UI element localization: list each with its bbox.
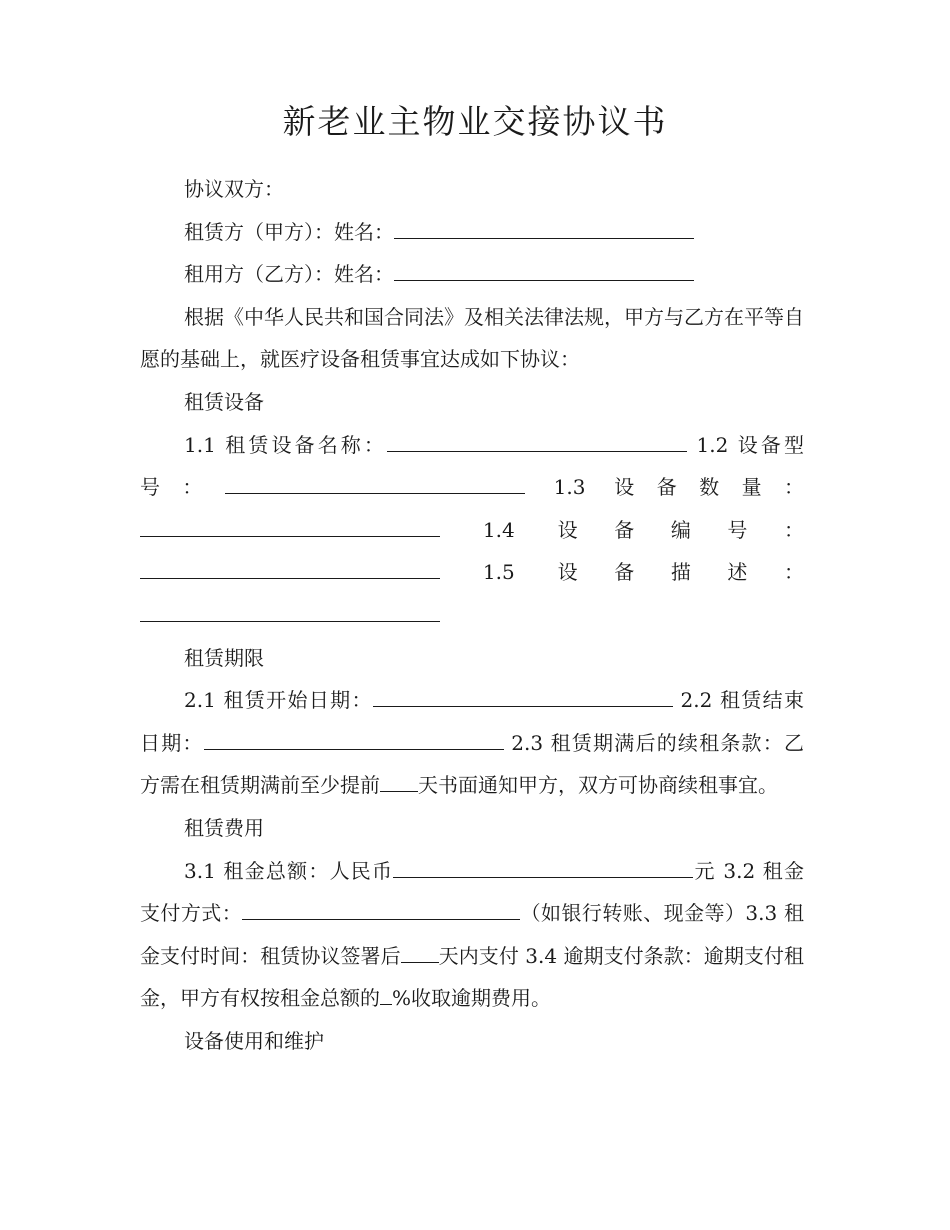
section3-paragraph	[140, 850, 804, 1020]
section2-paragraph	[140, 679, 804, 807]
section2-heading: 租赁期限	[184, 645, 264, 670]
start-date-blank[interactable]	[373, 684, 673, 707]
equipment-description-blank[interactable]	[140, 599, 440, 622]
document-body	[140, 168, 804, 1062]
equipment-serial-label: 1.4 设备编号：	[440, 517, 804, 542]
lessee-label: 租用方（乙方）：姓名：	[184, 262, 394, 287]
equipment-serial-blank[interactable]	[140, 556, 440, 579]
renewal-clause-text-end: 天书面通知甲方，双方可协商续租事宜。	[418, 773, 778, 798]
payment-method-blank[interactable]	[242, 897, 520, 920]
start-date-label: 2.1 租赁开始日期：	[184, 688, 373, 713]
equipment-quantity-blank[interactable]	[140, 514, 440, 537]
payment-method-label: 元 3.2 租金支付方式：	[140, 858, 804, 926]
lessor-line	[140, 211, 804, 254]
equipment-description-label: 1.5 设备描述：	[440, 560, 804, 585]
late-fee-percent-blank[interactable]	[380, 982, 392, 1005]
late-payment-text: 天内支付 3.4 逾期支付条款：逾期支付租金，甲方有权按租金总额的	[140, 943, 804, 1011]
lessor-label: 租赁方（甲方）：姓名：	[184, 219, 394, 244]
equipment-model-blank[interactable]	[225, 471, 525, 494]
section1-heading: 租赁设备	[184, 389, 264, 414]
lessee-name-blank[interactable]	[394, 258, 694, 281]
equipment-name-label: 1.1 租赁设备名称：	[184, 432, 388, 457]
equipment-quantity-label: 1.3 设备数量：	[524, 475, 804, 500]
equipment-name-blank[interactable]	[387, 429, 687, 452]
equipment-model-label: 1.2 设备型号：	[140, 432, 804, 500]
notice-days-blank[interactable]	[380, 769, 418, 792]
section1-paragraph	[140, 424, 804, 637]
section3-heading: 租赁费用	[184, 815, 264, 840]
parties-heading: 协议双方：	[184, 177, 284, 201]
lessee-line	[140, 253, 804, 296]
end-date-label: 2.2 租赁结束日期：	[140, 688, 804, 755]
late-payment-text-end: %收取逾期费用。	[392, 986, 552, 1011]
payment-time-text: （如银行转账、现金等）3.3 租金支付时间：租赁协议签署后	[140, 901, 805, 968]
end-date-blank[interactable]	[204, 727, 504, 750]
rent-total-label: 3.1 租金总额：人民币	[184, 858, 394, 883]
rent-total-blank[interactable]	[393, 855, 693, 878]
payment-days-blank[interactable]	[401, 940, 439, 963]
intro-paragraph: 根据《中华人民共和国合同法》及相关法律法规，甲方与乙方在平等自愿的基础上，就医疗设备租赁事宜达成如下协议：	[140, 304, 804, 372]
lessor-name-blank[interactable]	[394, 216, 694, 239]
section4-heading: 设备使用和维护	[184, 1028, 324, 1053]
document-title: 新老业主物业交接协议书	[282, 102, 668, 141]
renewal-clause-text: 2.3 租赁期满后的续租条款：乙方需在租赁期满前至少提前	[140, 730, 804, 798]
